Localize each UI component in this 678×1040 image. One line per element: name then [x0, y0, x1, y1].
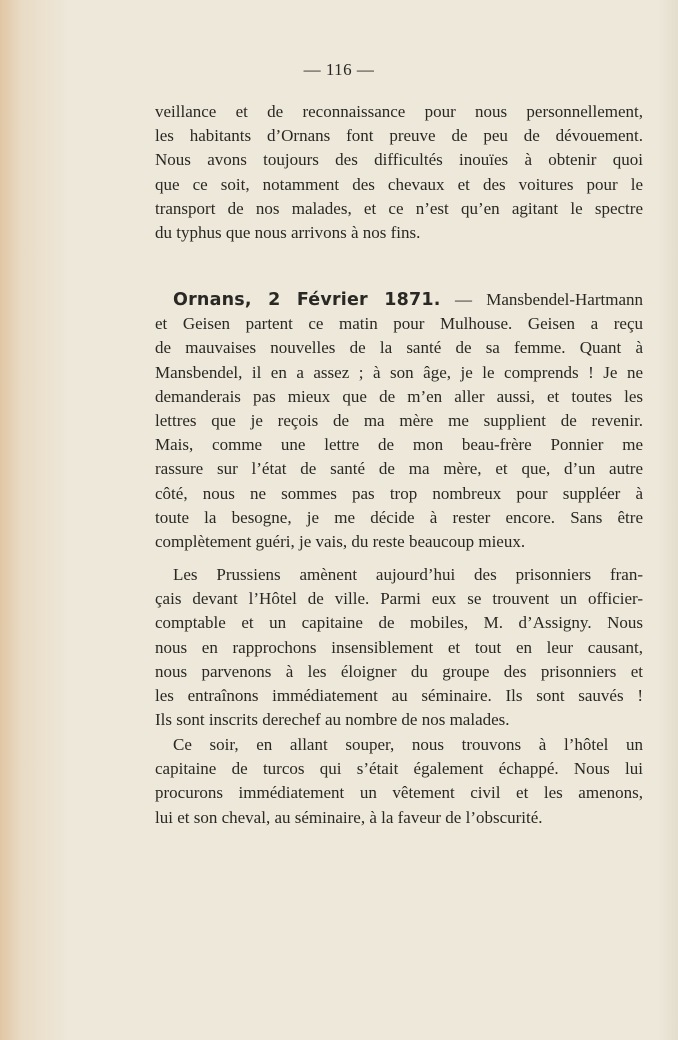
- text-line: Nous avons toujours des difficultés inouïes à obtenir quoi: [155, 150, 643, 170]
- text-line: procurons immédiatement un vêtement civil et les amenons,: [155, 783, 643, 803]
- entry-date-heading: Ornans, 2 Février 1871.: [173, 290, 441, 310]
- text-line: rassure sur l’état de santé de ma mère, et que, d’un autre: [155, 459, 643, 479]
- text-line: çais devant l’Hôtel de ville. Parmi eux se trouvent un officier-: [155, 589, 643, 609]
- text-line: lui et son cheval, au séminaire, à la faveur de l’obscurité.: [155, 807, 543, 827]
- text-line: lettres que je reçois de ma mère me supplient de revenir.: [155, 410, 643, 430]
- text-line: transport de nos malades, et ce n’est qu’en agitant le spectre: [155, 198, 643, 218]
- text-line: du typhus que nous arrivons à nos fins.: [155, 222, 421, 242]
- paragraph-3: [155, 563, 643, 732]
- text-line: Ce soir, en allant souper, nous trouvons à l’hôtel un: [173, 735, 643, 754]
- paragraph-1: [155, 100, 643, 245]
- text-line: capitaine de turcos qui s’était également échappé. Nous lui: [155, 759, 643, 779]
- text-line: Les Prussiens amènent aujourd’hui des prisonniers fran-: [173, 565, 643, 584]
- text-fragment: — Mansbendel-Hartmann: [440, 290, 643, 309]
- text-line: les entraînons immédiatement au séminaire. Ils sont sauvés !: [155, 685, 643, 705]
- page-number: — 116 —: [303, 60, 375, 79]
- text-line: Ils sont inscrits derechef au nombre de nos malades.: [155, 710, 510, 730]
- text-line: veillance et de reconnaissance pour nous personnellement,: [155, 102, 643, 121]
- text-line: Mansbendel, il en a assez ; à son âge, je le comprends ! Je ne: [155, 362, 643, 382]
- text-line: côté, nous ne sommes pas trop nombreux pour suppléer à: [155, 483, 643, 503]
- paragraph-2: [155, 288, 643, 554]
- text-line: toute la besogne, je me décide à rester encore. Sans être: [155, 507, 643, 527]
- dated-entry-first-line: [155, 288, 643, 312]
- text-line: comptable et un capitaine de mobiles, M. d’Assigny. Nous: [155, 613, 643, 633]
- text-line: nous en rapprochons insensiblement et tout en leur causant,: [155, 637, 643, 657]
- paragraph-4: [155, 733, 643, 830]
- text-line: nous parvenons à les éloigner du groupe des prisonniers et: [155, 661, 643, 681]
- text-line: les habitants d’Ornans font preuve de peu de dévouement.: [155, 126, 643, 146]
- text-line: et Geisen partent ce matin pour Mulhouse. Geisen a reçu: [155, 314, 643, 334]
- text-line: demanderais pas mieux que de m’en aller aussi, et toutes les: [155, 386, 643, 406]
- text-line: complètement guéri, je vais, du reste beaucoup mieux.: [155, 531, 526, 551]
- text-line: Mais, comme une lettre de mon beau-frère Ponnier me: [155, 435, 643, 455]
- text-line: de mauvaises nouvelles de la santé de sa femme. Quant à: [155, 338, 643, 358]
- text-line: que ce soit, notamment des chevaux et des voitures pour le: [155, 174, 643, 194]
